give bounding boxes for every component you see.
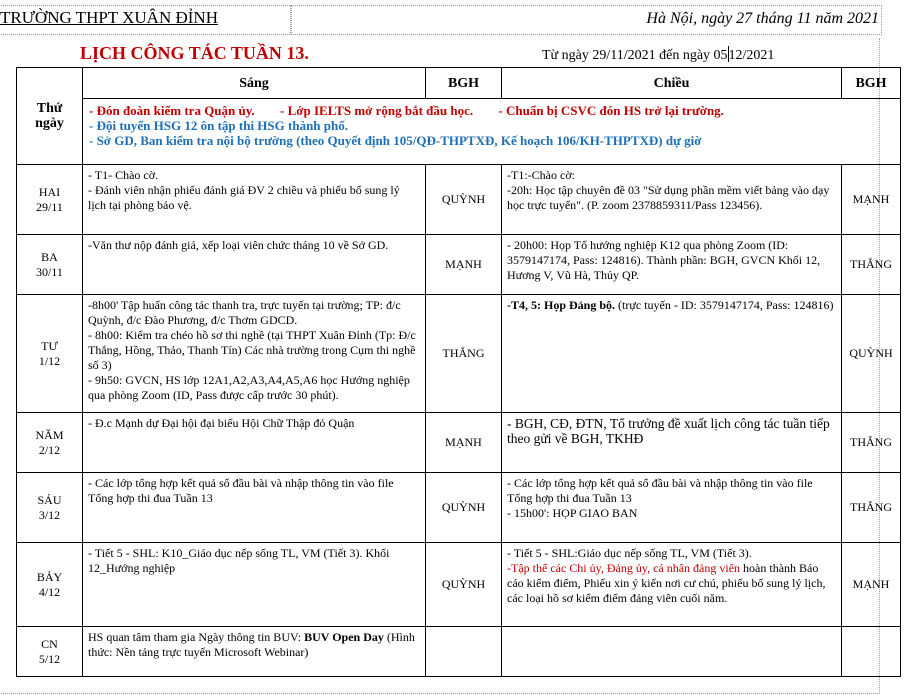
- bgh-afternoon-cell: THẮNG: [842, 473, 901, 543]
- bgh-afternoon-cell: MẠNH: [842, 543, 901, 627]
- announcement-line-1: - Đón đoàn kiểm tra Quận ủy. - Lớp IELTS mở rộng bắt đầu học. - Chuẩn bị CSVC đón HS trở lại trường.: [89, 103, 724, 118]
- afternoon-cell: - 20h00: Họp Tổ hướng nghiệp K12 qua phòng Zoom (ID: 3579147174, Pass: 124816). Thành phần: BGH, GVCN Khối 12, Hương V, Vũ Hà, Thủy QP.: [502, 235, 842, 295]
- afternoon-cell: - BGH, CĐ, ĐTN, Tổ trưởng đề xuất lịch công tác tuần tiếp theo gửi về BGH, TKHĐ: [502, 413, 842, 473]
- bgh-afternoon-cell: THẮNG: [842, 235, 901, 295]
- table-row: [17, 473, 901, 543]
- afternoon-cell: - Các lớp tổng hợp kết quả sổ đầu bài và nhập thông tin vào file Tổng hợp thi đua Tuần 13 - 15h00': HỌP GIAO BAN: [502, 473, 842, 543]
- table-row: [17, 543, 901, 627]
- bgh-afternoon-cell: THẮNG: [842, 413, 901, 473]
- col-header-day: Thứ ngày: [17, 68, 83, 165]
- schedule-table: [16, 67, 901, 677]
- day-cell: BẢY 4/12: [17, 543, 83, 627]
- afternoon-cell: -T4, 5: Họp Đảng bộ. (trực tuyến - ID: 3579147174, Pass: 124816): [502, 295, 842, 413]
- announcement-row: [17, 99, 901, 165]
- day-cell: SÁU 3/12: [17, 473, 83, 543]
- announcement-line-2: - Đội tuyển HSG 12 ôn tập thi HSG thành phố.: [89, 118, 348, 133]
- day-cell: CN 5/12: [17, 627, 83, 677]
- bgh-afternoon-cell: [842, 627, 901, 677]
- bgh-morning-cell: MẠNH: [426, 413, 502, 473]
- bgh-morning-cell: QUỲNH: [426, 473, 502, 543]
- bgh-afternoon-cell: QUỲNH: [842, 295, 901, 413]
- col-header-bgh-morning: BGH: [426, 68, 502, 99]
- date-range: Từ ngày 29/11/2021 đến ngày 0512/2021: [542, 48, 775, 63]
- morning-cell: -Văn thư nộp đánh giá, xếp loại viên chức tháng 10 về Sở GD.: [83, 235, 426, 295]
- morning-cell: - Tiết 5 - SHL: K10_Giáo dục nếp sống TL, VM (Tiết 3). Khối 12_Hướng nghiệp: [83, 543, 426, 627]
- bgh-morning-cell: MẠNH: [426, 235, 502, 295]
- afternoon-cell: - Tiết 5 - SHL:Giáo dục nếp sống TL, VM (Tiết 3). -Tập thể các Chi ủy, Đảng ủy, cá nhân đảng viên hoàn thành Báo cáo kiểm điểm, Phiếu xin ý kiến nơi cư chú, phiếu bổ sung lý lịch, các loại hồ sơ kiểm điểm đảng viên cuối năm.: [502, 543, 842, 627]
- table-row: [17, 165, 901, 235]
- afternoon-cell: [502, 627, 842, 677]
- table-row: [17, 295, 901, 413]
- morning-cell: - T1- Chào cờ. - Đánh viên nhận phiếu đánh giá ĐV 2 chiều và phiếu bổ sung lý lịch tại phòng bảo vệ.: [83, 165, 426, 235]
- table-row: [17, 413, 901, 473]
- announcement-cell: [83, 99, 901, 165]
- page-title: LỊCH CÔNG TÁC TUẦN 13.: [80, 43, 309, 63]
- bgh-afternoon-cell: MẠNH: [842, 165, 901, 235]
- morning-cell: - Đ.c Mạnh dự Đại hội đại biểu Hội Chữ Thập đỏ Quận: [83, 413, 426, 473]
- bgh-morning-cell: QUỲNH: [426, 165, 502, 235]
- day-cell: BA 30/11: [17, 235, 83, 295]
- col-header-bgh-afternoon: BGH: [842, 68, 901, 99]
- col-header-afternoon: Chiều: [502, 68, 842, 99]
- bgh-morning-cell: QUỲNH: [426, 543, 502, 627]
- col-header-morning: Sáng: [83, 68, 426, 99]
- school-name: TRƯỜNG THPT XUÂN ĐỈNH: [0, 8, 218, 27]
- morning-cell: HS quan tâm tham gia Ngày thông tin BUV: BUV Open Day (Hình thức: Nền tảng trực tuyến Microsoft Webinar): [83, 627, 426, 677]
- table-row: [17, 235, 901, 295]
- morning-cell: - Các lớp tổng hợp kết quả sổ đầu bài và nhập thông tin vào file Tổng hợp thi đua Tuần 13: [83, 473, 426, 543]
- date-line: Hà Nội, ngày 27 tháng 11 năm 2021: [646, 10, 879, 27]
- announcement-line-3: - Sở GD, Ban kiểm tra nội bộ trường (theo Quyết định 105/QĐ-THPTXĐ, Kế hoạch 106/KH-THPTXĐ) dự giờ: [89, 133, 702, 148]
- bgh-morning-cell: THẮNG: [426, 295, 502, 413]
- bgh-morning-cell: [426, 627, 502, 677]
- day-cell: TƯ 1/12: [17, 295, 83, 413]
- day-cell: NĂM 2/12: [17, 413, 83, 473]
- day-cell: HAI 29/11: [17, 165, 83, 235]
- afternoon-cell: -T1:-Chào cờ: -20h: Học tập chuyên đề 03 "Sử dụng phần mềm viết bảng vào dạy học trực tuyến". (P. zoom 2378859311/Pass 123456).: [502, 165, 842, 235]
- morning-cell: -8h00' Tập huấn công tác thanh tra, trực tuyến tại trường; TP: đ/c Quỳnh, đ/c Đào Phương, đ/c Thơm GDCD. - 8h00: Kiểm tra chéo hồ sơ thi nghề (tại THPT Xuân Đỉnh (Tp: Đ/c Thắng, Hồng, Thảo, Thanh Tín) Các nhà trường trong Cụm thi nghề số 3) - 9h50: GVCN, HS lớp 12A1,A2,A3,A4,A5,A6 học Hướng nghiệp qua phòng Zoom (ID, Pass được cấp trước 30 phút).: [83, 295, 426, 413]
- table-header-row: [17, 68, 901, 99]
- table-row: [17, 627, 901, 677]
